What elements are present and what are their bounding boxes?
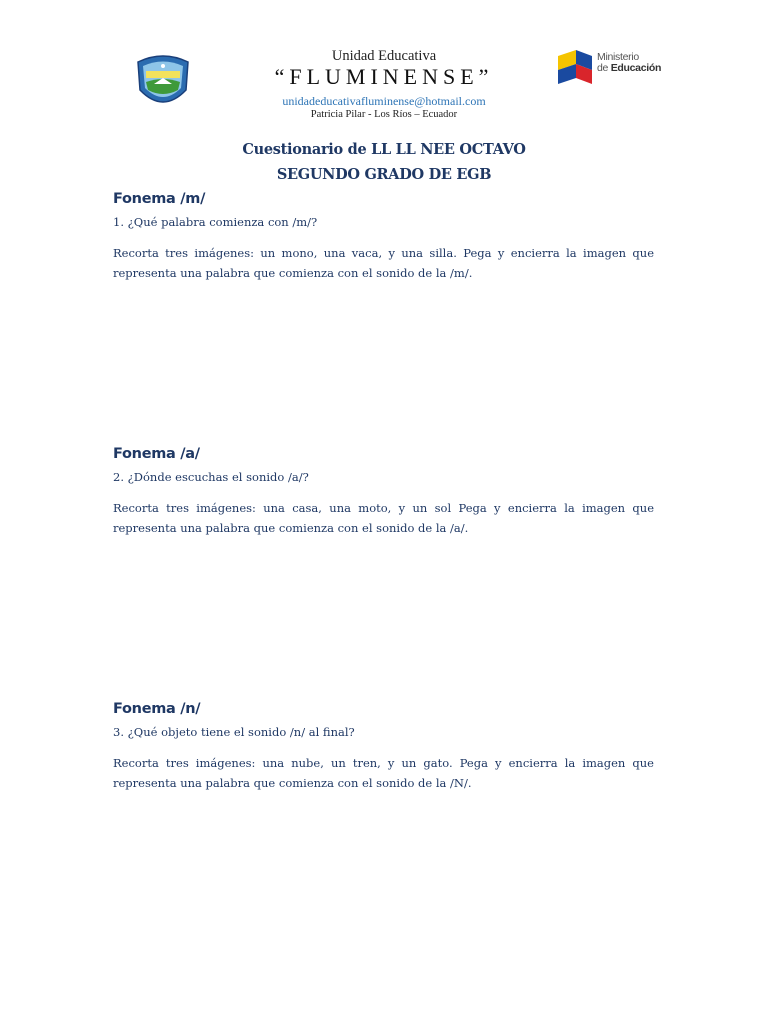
section-heading: Fonema /n/: [113, 701, 201, 717]
ecuador-flag-icon: [556, 46, 596, 86]
instruction-text: Recorta tres imágenes: un mono, una vaca, y una silla. Pega y encierra la imagen que representa una palabra que comienza con el sonido de la /m/.: [113, 246, 654, 280]
letterhead: [0, 44, 768, 124]
unit-name: Unidad Educativa: [331, 48, 437, 64]
instruction-text: Recorta tres imágenes: una casa, una moto, y un sol Pega y encierra la imagen que representa una palabra que comienza con el sonido de la /a/.: [113, 501, 654, 535]
ministry-line1: Ministerio: [597, 51, 639, 63]
ministry-logo: [556, 46, 666, 90]
ministry-line2-prefix: de: [597, 62, 611, 74]
document-title: Cuestionario de LL LL NEE OCTAVO: [242, 141, 526, 158]
document-subtitle: SEGUNDO GRADO DE EGB: [276, 166, 492, 183]
section-heading: Fonema /a/: [113, 446, 200, 462]
school-crest-logo: [132, 52, 194, 108]
question-text: 3. ¿Qué objeto tiene el sonido /n/ al final?: [113, 725, 355, 739]
ministry-line2-bold: Educación: [610, 62, 662, 74]
section-heading: Fonema /m/: [113, 191, 206, 207]
instruction-text: Recorta tres imágenes: una nube, un tren, y un gato. Pega y encierra la imagen que representa una palabra que comienza con el sonido de la /N/.: [113, 756, 654, 790]
email-link[interactable]: unidadeducativafluminense@hotmail.com: [282, 94, 486, 108]
question-text: 2. ¿Dónde escuchas el sonido /a/?: [113, 470, 309, 484]
question-text: 1. ¿Qué palabra comienza con /m/?: [113, 215, 318, 229]
location-text: Patricia Pilar - Los Ríos – Ecuador: [310, 109, 458, 120]
school-name: “FLUMINENSE”: [274, 64, 494, 89]
